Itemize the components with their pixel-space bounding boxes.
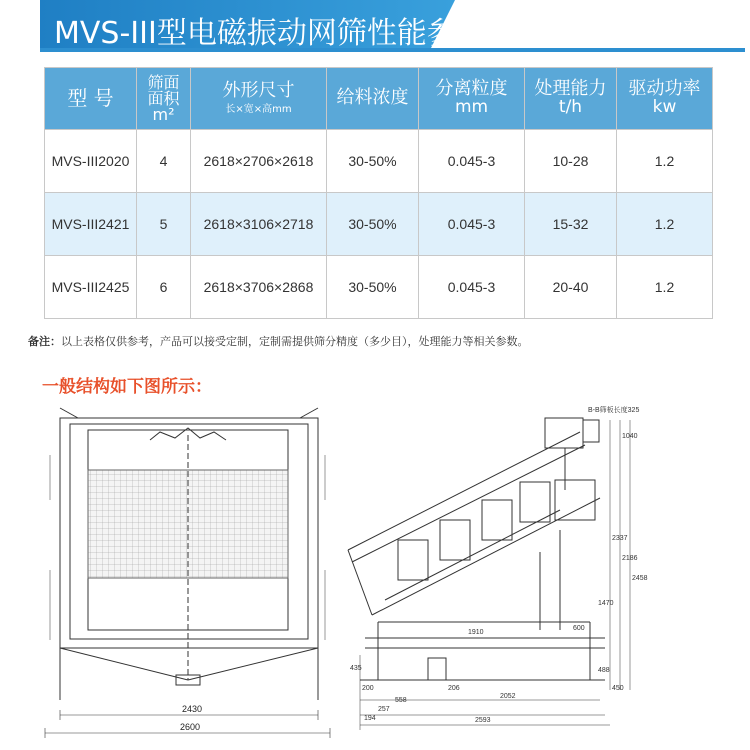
- cell-model: MVS-III2425: [45, 256, 137, 319]
- cell-concentration: 30-50%: [327, 256, 419, 319]
- dim-side-right: 488: [598, 667, 610, 674]
- dim-side-bottom: 558: [395, 697, 407, 704]
- title-banner: [0, 0, 750, 56]
- cell-capacity: 20-40: [525, 256, 617, 319]
- header-particle-size: 分离粒度 mm: [419, 68, 525, 130]
- header-concentration: 给料浓度: [327, 68, 419, 130]
- cell-particle-size: 0.045-3: [419, 193, 525, 256]
- cell-dimensions: 2618×3706×2868: [191, 256, 327, 319]
- dim-side-left: 435: [350, 665, 362, 672]
- dim-side-left: 206: [448, 685, 460, 692]
- cell-concentration: 30-50%: [327, 130, 419, 193]
- table-row: [45, 256, 713, 319]
- dim-side-right: 2337: [612, 535, 628, 542]
- structure-title: 一般结构如下图所示：: [42, 377, 212, 397]
- note-label: 备注：: [28, 336, 61, 348]
- table-row: [45, 193, 713, 256]
- dim-side-bottom: 2593: [475, 717, 491, 724]
- header-area: 筛面 面积 m²: [137, 68, 191, 130]
- spec-table: [44, 67, 713, 319]
- side-view-drawing: [348, 418, 630, 730]
- note-text: 以上表格仅供参考，产品可以接受定制，定制需提供筛分精度（多少目），处理能力等相关参数。: [61, 336, 529, 348]
- cell-power: 1.2: [617, 193, 713, 256]
- table-header-row: [45, 68, 713, 130]
- dim-side-top-label: B-B筛板长度325: [588, 407, 640, 414]
- dim-side-bottom: 2052: [500, 693, 516, 700]
- cell-power: 1.2: [617, 130, 713, 193]
- dim-front-outer: 2600: [180, 722, 201, 732]
- cell-capacity: 15-32: [525, 193, 617, 256]
- dim-side-bottom: 194: [364, 715, 376, 722]
- dim-side-right: 450: [612, 685, 624, 692]
- dim-side-right: 600: [573, 625, 585, 632]
- cell-capacity: 10-28: [525, 130, 617, 193]
- cell-concentration: 30-50%: [327, 193, 419, 256]
- cell-dimensions: 2618×2706×2618: [191, 130, 327, 193]
- dim-side-right: 1470: [598, 600, 614, 607]
- cell-power: 1.2: [617, 256, 713, 319]
- cell-dimensions: 2618×3106×2718: [191, 193, 327, 256]
- cell-model: MVS-III2421: [45, 193, 137, 256]
- dim-side-bottom: 1910: [468, 629, 484, 636]
- page-title: MVS-III型电磁振动网筛性能参数: [54, 16, 487, 51]
- cell-area: 5: [137, 193, 191, 256]
- table-row: [45, 130, 713, 193]
- dim-front-inner: 2430: [182, 704, 203, 714]
- table-note: [28, 333, 529, 349]
- header-power: 驱动功率 kw: [617, 68, 713, 130]
- cell-particle-size: 0.045-3: [419, 256, 525, 319]
- dim-side-bottom: 257: [378, 706, 390, 713]
- cell-area: 6: [137, 256, 191, 319]
- technical-drawing: [0, 390, 750, 750]
- cell-particle-size: 0.045-3: [419, 130, 525, 193]
- header-dimensions: 外形尺寸 长×宽×高mm: [191, 68, 327, 130]
- cell-model: MVS-III2020: [45, 130, 137, 193]
- dim-side-right: 2186: [622, 555, 638, 562]
- header-model: 型 号: [45, 68, 137, 130]
- cell-area: 4: [137, 130, 191, 193]
- dim-side-top-small: 1040: [622, 433, 638, 440]
- header-capacity: 处理能力 t/h: [525, 68, 617, 130]
- front-view-drawing: [45, 408, 330, 738]
- dim-side-right: 2458: [632, 575, 648, 582]
- dim-side-left: 200: [362, 685, 374, 692]
